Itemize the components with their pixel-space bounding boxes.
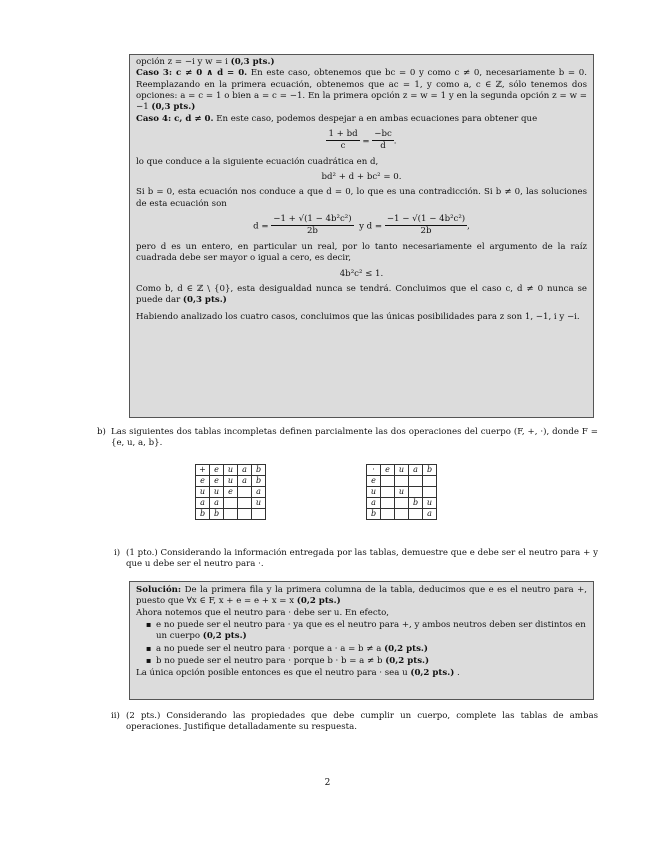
table-cell: u — [395, 487, 409, 498]
table-row — [196, 509, 266, 520]
table-cell: u — [252, 498, 266, 509]
sol-line2: Ahora notemos que el neutro para · debe ser u. En efecto, — [136, 607, 389, 618]
table-cell: b — [210, 509, 224, 520]
table-cell: u — [423, 498, 437, 509]
table-header-cell: a — [409, 465, 423, 476]
table-cell: e — [224, 487, 238, 498]
table-op-cell: · — [367, 465, 381, 476]
page-number: 2 — [324, 778, 331, 788]
table-cell — [224, 498, 238, 509]
caso3-paragraph: Caso 3: c ≠ 0 ∧ d = 0. En este caso, obtenemos que bc = 0 y como c ≠ 0, necesariamente b = 0. Reemplazando en la primera ecuación, obtenemos que ac = 1, y como a, c ∈ ℤ, sólo tenemos dos opciones: a = c = 1 o bien a = c = −1. En la primera opción z = w = 1 y en la segunda opción z = w = −1 (0,3 pts.) — [136, 68, 588, 113]
item-ii-label: ii) — [111, 711, 120, 721]
line-opcion: opción z = −i y w = i (0,3 pts.) — [136, 57, 275, 67]
table-cell — [409, 509, 423, 520]
solution-box-neutral — [129, 581, 594, 700]
table-cell — [238, 509, 252, 520]
list-item: ▪ e no puede ser el neutro para · ya que es el neutro para +, y ambos neutros deben ser distintos en un cuerpo (0,2 pts.) — [146, 620, 587, 643]
table-cell — [395, 509, 409, 520]
table-cell: e — [367, 476, 381, 487]
table-cell: b — [409, 498, 423, 509]
item-i-text: (1 pto.) Considerando la información entregada por las tablas, demuestre que e debe ser el neutro para + y que u debe ser el neutro para ·. — [126, 548, 598, 570]
table-cell: a — [196, 498, 210, 509]
table-row — [367, 465, 437, 476]
table-cell: b — [196, 509, 210, 520]
table-header-cell: e — [210, 465, 224, 476]
table-cell — [409, 487, 423, 498]
table-cell: a — [210, 498, 224, 509]
table-cell — [423, 476, 437, 487]
table-header-cell: u — [395, 465, 409, 476]
table-cell — [381, 476, 395, 487]
table-cell: b — [252, 476, 266, 487]
table-cell — [381, 509, 395, 520]
caso4-paragraph: Caso 4: c, d ≠ 0. En este caso, podemos despejar a en ambas ecuaciones para obtener que — [136, 113, 538, 124]
table-cell — [252, 509, 266, 520]
table-cell: e — [196, 476, 210, 487]
table-cell — [238, 487, 252, 498]
sum-table — [195, 464, 266, 520]
table-cell: u — [210, 487, 224, 498]
table-row — [367, 498, 437, 509]
text-final: Habiendo analizado los cuatro casos, concluimos que las únicas posibilidades para z son 1, −1, i y −i. — [136, 311, 580, 322]
part-b-label: b) — [97, 427, 106, 437]
table-header-cell: b — [252, 465, 266, 476]
table-header-cell: u — [224, 465, 238, 476]
solution-box-cases — [129, 54, 594, 418]
table-cell — [238, 498, 252, 509]
table-cell — [381, 487, 395, 498]
table-cell — [409, 476, 423, 487]
table-header-cell: b — [423, 465, 437, 476]
equation-1: $\frac{1 + bd}{c}$ = $\frac{-bc}{d}$ . — [328, 129, 397, 152]
table-cell: u — [196, 487, 210, 498]
equation-4: 4b²c² ≤ 1. — [339, 268, 384, 279]
table-cell: a — [252, 487, 266, 498]
table-row — [367, 476, 437, 487]
list-item: ▪ b no puede ser el neutro para · porque b · b = a ≠ b (0,2 pts.) — [146, 656, 587, 667]
part-b-text: Las siguientes dos tablas incompletas definen parcialmente las dos operaciones del cuerpo (F, +, ·), donde F = {e, u, a, b}. — [111, 427, 598, 449]
table-cell — [381, 498, 395, 509]
table-cell: a — [238, 476, 252, 487]
table-cell — [423, 487, 437, 498]
table-cell: e — [210, 476, 224, 487]
list-item: ▪ a no puede ser el neutro para · porque a · a = b ≠ a (0,2 pts.) — [146, 644, 587, 655]
table-row — [367, 509, 437, 520]
table-row — [196, 487, 266, 498]
text-b-zero: Si b = 0, esta ecuación nos conduce a que d = 0, lo que es una contradicción. Si b ≠ 0, las soluciones de esta ecuación son — [136, 187, 587, 209]
table-row — [196, 476, 266, 487]
table-cell: a — [367, 498, 381, 509]
table-row — [196, 498, 266, 509]
equation-2: bd² + d + bc² = 0. — [321, 172, 402, 183]
table-row — [196, 465, 266, 476]
table-cell: u — [224, 476, 238, 487]
sol-bullet-list — [146, 620, 587, 667]
table-cell — [395, 476, 409, 487]
table-op-cell: + — [196, 465, 210, 476]
sol-final: La única opción posible entonces es que el neutro para · sea u (0,2 pts.) . — [136, 668, 460, 679]
text-entero: pero d es un entero, en particular un real, por lo tanto necesariamente el argumento de la raíz cuadrada debe ser mayor o igual a cero, es decir, — [136, 241, 587, 264]
table-row — [367, 487, 437, 498]
table-cell: a — [423, 509, 437, 520]
table-header-cell: a — [238, 465, 252, 476]
sol-paragraph: Solución: De la primera fila y la primera columna de la tabla, deducimos que e es el neutro para +, puesto que ∀x ∈ F, x + e = e + x = x (0,2 pts.) — [136, 585, 587, 607]
item-i-label: i) — [114, 548, 121, 558]
table-cell: u — [367, 487, 381, 498]
text-cuadratica: lo que conduce a la siguiente ecuación cuadrática en d, — [136, 156, 379, 167]
table-cell — [224, 509, 238, 520]
product-table — [366, 464, 437, 520]
equation-3: d = $\frac{\text{−1 + √(1 − 4b²c²)}}{2b}$ y d = $\frac{\text{−1 − √(1 − 4b²c²)}}{2b}$ , — [253, 214, 470, 237]
item-ii-text: (2 pts.) Considerando las propiedades que debe cumplir un cuerpo, complete las tablas de ambas operaciones. Justifique detalladamente su respuesta. — [126, 711, 598, 733]
table-header-cell: e — [381, 465, 395, 476]
table-cell: b — [367, 509, 381, 520]
text-como: Como b, d ∈ ℤ \ {0}, esta desigualdad nunca se tendrá. Concluimos que el caso c, d ≠ 0 nunca se puede dar (0,3 pts.) — [136, 283, 587, 306]
table-cell — [395, 498, 409, 509]
